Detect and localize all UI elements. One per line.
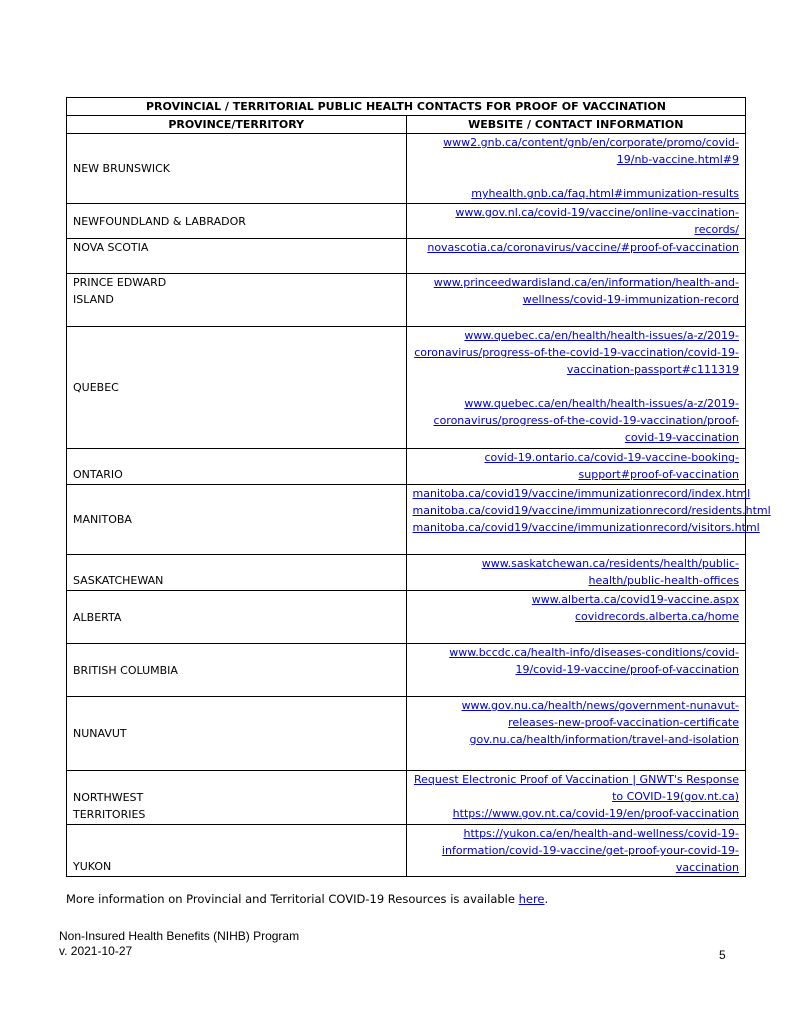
- website-link[interactable]: https://yukon.ca/en/health-and-wellness/covid-19-information/covid-19-vaccine/get-proof-your-covid-19-vaccination: [441, 827, 739, 874]
- website-link[interactable]: myhealth.gnb.ca/faq.html#immunization-results: [471, 187, 739, 200]
- website-link[interactable]: manitoba.ca/covid19/vaccine/immunizationrecord/visitors.html: [412, 521, 760, 534]
- links-cell: [406, 239, 746, 274]
- website-link[interactable]: www.alberta.ca/covid19-vaccine.aspx: [531, 593, 739, 606]
- website-link[interactable]: www.quebec.ca/en/health/health-issues/a-z/2019-coronavirus/progress-of-the-covid-19-vaccination/covid-19-vaccination-passport#c111319: [414, 329, 739, 376]
- website-link[interactable]: novascotia.ca/coronavirus/vaccine/#proof-of-vaccination: [427, 241, 739, 254]
- page-number: 5: [719, 948, 726, 962]
- table-row: [67, 327, 746, 449]
- table-row: [67, 591, 746, 644]
- province-cell: NEWFOUNDLAND & LABRADOR: [67, 204, 407, 239]
- website-link[interactable]: covid-19.ontario.ca/covid-19-vaccine-booking-support#proof-of-vaccination: [484, 451, 739, 481]
- column-header-province: PROVINCE/TERRITORY: [67, 116, 407, 134]
- links-cell: [406, 644, 746, 697]
- table-row: [67, 485, 746, 555]
- website-link[interactable]: gov.nu.ca/health/information/travel-and-isolation: [469, 733, 739, 746]
- province-cell: QUEBEC: [67, 327, 407, 449]
- province-cell: YUKON: [67, 825, 407, 877]
- province-cell: ONTARIO: [67, 449, 407, 485]
- website-link[interactable]: https://www.gov.nt.ca/covid-19/en/proof-vaccination: [452, 807, 739, 820]
- table-row: [67, 825, 746, 877]
- table-row: [67, 771, 746, 825]
- table-row: [67, 644, 746, 697]
- province-cell: SASKATCHEWAN: [67, 555, 407, 591]
- table-title: PROVINCIAL / TERRITORIAL PUBLIC HEALTH CONTACTS FOR PROOF OF VACCINATION: [67, 98, 746, 116]
- province-cell: BRITISH COLUMBIA: [67, 644, 407, 697]
- province-cell: NUNAVUT: [67, 697, 407, 771]
- province-cell: NEW BRUNSWICK: [67, 134, 407, 204]
- province-cell: [67, 274, 407, 327]
- website-link[interactable]: covidrecords.alberta.ca/home: [575, 610, 739, 623]
- contacts-table: [66, 97, 771, 877]
- links-cell: [406, 274, 746, 327]
- province-cell: [67, 771, 407, 825]
- column-header-website: WEBSITE / CONTACT INFORMATION: [406, 116, 746, 134]
- footer-program: Non-Insured Health Benefits (NIHB) Program: [59, 929, 300, 943]
- links-cell: [406, 134, 746, 204]
- website-link[interactable]: www2.gnb.ca/content/gnb/en/corporate/promo/covid-19/nb-vaccine.html#9: [443, 136, 739, 166]
- province-label: NORTHWEST TERRITORIES: [73, 791, 146, 821]
- table-row: [67, 555, 746, 591]
- website-link[interactable]: www.saskatchewan.ca/residents/health/public-health/public-health-offices: [481, 557, 739, 587]
- note-text: More information on Provincial and Territorial COVID-19 Resources is available: [66, 892, 519, 906]
- province-cell: NOVA SCOTIA: [67, 239, 407, 274]
- links-cell: [406, 591, 746, 644]
- website-link[interactable]: www.gov.nu.ca/health/news/government-nunavut-releases-new-proof-vaccination-certificate: [461, 699, 739, 729]
- links-cell: [406, 204, 746, 239]
- footer-version: v. 2021-10-27: [59, 944, 133, 958]
- footer: [59, 929, 299, 959]
- province-cell: MANITOBA: [67, 485, 407, 555]
- links-cell: [406, 327, 746, 449]
- table-row: [67, 134, 746, 204]
- here-link[interactable]: here: [518, 892, 545, 906]
- website-link[interactable]: www.gov.nl.ca/covid-19/vaccine/online-vaccination-records/: [455, 206, 739, 236]
- province-cell: ALBERTA: [67, 591, 407, 644]
- website-link[interactable]: www.quebec.ca/en/health/health-issues/a-z/2019-coronavirus/progress-of-the-covid-19-vaccination/proof-covid-19-vaccination: [433, 397, 739, 444]
- links-cell: [406, 697, 746, 771]
- website-link[interactable]: Request Electronic Proof of Vaccination | GNWT's Response to COVID-19(gov.nt.ca): [413, 773, 739, 803]
- table-row: [67, 239, 746, 274]
- note-end: .: [544, 892, 549, 906]
- website-link[interactable]: www.bccdc.ca/health-info/diseases-conditions/covid-19/covid-19-vaccine/proof-of-vaccination: [449, 646, 739, 676]
- table-row: [67, 449, 746, 485]
- table-row: [67, 204, 746, 239]
- table-row: [67, 697, 746, 771]
- resources-note: [66, 892, 548, 906]
- links-cell: [406, 449, 746, 485]
- links-cell: [406, 555, 746, 591]
- links-cell: [406, 485, 771, 555]
- website-link[interactable]: manitoba.ca/covid19/vaccine/immunizationrecord/residents.html: [412, 504, 771, 517]
- links-cell: [406, 771, 746, 825]
- province-label: PRINCE EDWARD ISLAND: [73, 276, 167, 306]
- website-link[interactable]: manitoba.ca/covid19/vaccine/immunizationrecord/index.html: [412, 487, 751, 500]
- links-cell: [406, 825, 746, 877]
- website-link[interactable]: www.princeedwardisland.ca/en/information/health-and-wellness/covid-19-immunization-record: [433, 276, 739, 306]
- table-row: [67, 274, 746, 327]
